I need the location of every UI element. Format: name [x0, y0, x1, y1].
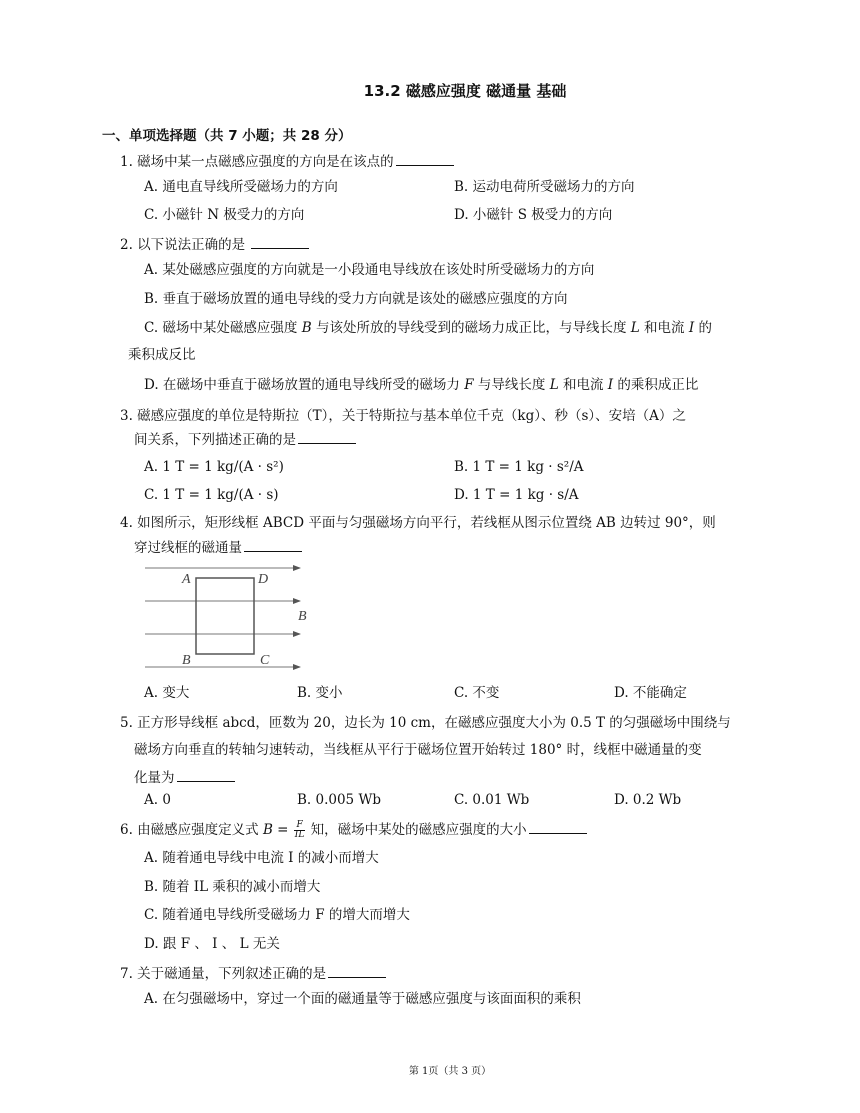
question-5-option-a: A. 0 — [144, 792, 171, 808]
option-text: C. 磁场中某处磁感应强度 — [144, 320, 302, 336]
answer-blank — [251, 236, 309, 249]
question-5-option-d: D. 0.2 Wb — [614, 792, 682, 808]
question-1-option-a: A. 通电直导线所受磁场力的方向 — [144, 179, 338, 195]
symbol-f: F — [464, 377, 474, 393]
symbol-b: B — [262, 822, 273, 838]
option-text: 的乘积成正比 — [613, 377, 699, 393]
label-d: D — [258, 572, 269, 587]
question-6-option-b: B. 随着 IL 乘积的减小而增大 — [144, 879, 321, 895]
question-6-text: 6. 由磁感应强度定义式 — [120, 822, 263, 838]
rectangular-loop — [196, 578, 254, 654]
section-heading: 一、单项选择题（共 7 小题；共 28 分） — [102, 128, 352, 144]
question-6-option-a: A. 随着通电导线中电流 I 的减小而增大 — [144, 850, 379, 866]
question-3-text: 间关系，下列描述正确的是 — [134, 432, 296, 448]
option-text: 与导线长度 — [473, 377, 550, 393]
label-b: B — [182, 653, 191, 668]
symbol-b: B — [301, 320, 312, 336]
question-7-option-a: A. 在匀强磁场中，穿过一个面的磁通量等于磁感应强度与该面面积的乘积 — [144, 991, 581, 1007]
question-2-option-c-continued: 乘积成反比 — [128, 347, 196, 363]
label-c: C — [260, 653, 270, 668]
answer-blank — [328, 965, 386, 978]
question-1-option-c: C. 小磁针 N 极受力的方向 — [144, 207, 305, 223]
question-4-stem-line-2 — [134, 539, 302, 557]
question-1-option-d: D. 小磁针 S 极受力的方向 — [454, 207, 613, 223]
question-5-option-b: B. 0.005 Wb — [297, 792, 381, 808]
page-title: 13.2 磁感应强度 磁通量 基础 — [363, 82, 567, 100]
symbol-l: L — [549, 377, 559, 393]
question-3-stem-line-2 — [134, 431, 356, 449]
question-3-option-a: A. 1 T = 1 kg/(A · s²) — [144, 459, 284, 475]
question-1-stem — [120, 153, 454, 171]
question-6-option-d: D. 跟 F 、 I 、 L 无关 — [144, 936, 280, 952]
answer-blank — [298, 431, 356, 444]
equals-sign: = — [272, 822, 293, 838]
option-text: 和电流 — [639, 320, 689, 336]
question-3-stem-line-1: 3. 磁感应强度的单位是特斯拉（T），关于特斯拉与基本单位千克（kg）、秒（s）、安培（A）之 — [120, 408, 686, 424]
answer-blank — [396, 153, 454, 166]
question-6-option-c: C. 随着通电导线所受磁场力 F 的增大而增大 — [144, 907, 410, 923]
question-6-stem — [120, 821, 587, 840]
question-1-text: 1. 磁场中某一点磁感应强度的方向是在该点的 — [120, 154, 394, 170]
question-3-option-d: D. 1 T = 1 kg · s/A — [454, 487, 579, 503]
answer-blank — [177, 769, 235, 782]
question-5-stem-line-1: 5. 正方形导线框 abcd，匝数为 20，边长为 10 cm，在磁感应强度大小为 0.5 T 的匀强磁场中围绕与 — [120, 715, 731, 731]
option-text: D. 在磁场中垂直于磁场放置的通电导线所受的磁场力 — [144, 377, 465, 393]
question-2-option-a: A. 某处磁感应强度的方向就是一小段通电导线放在该处时所受磁场力的方向 — [144, 262, 595, 278]
question-5-option-c: C. 0.01 Wb — [454, 792, 530, 808]
label-field-b: B — [298, 609, 307, 624]
question-2-stem — [120, 236, 309, 254]
question-2-option-b: B. 垂直于磁场放置的通电导线的受力方向就是该处的磁感应强度的方向 — [144, 291, 568, 307]
question-5-stem-line-3 — [134, 769, 235, 787]
symbol-i: I — [688, 320, 695, 336]
question-4-option-b: B. 变小 — [297, 685, 343, 701]
question-4-text: 穿过线框的磁通量 — [134, 540, 242, 556]
option-text: 的 — [694, 320, 712, 336]
rectangular-loop-in-magnetic-field-diagram — [140, 558, 320, 674]
symbol-l: L — [630, 320, 640, 336]
question-5-text: 化量为 — [134, 770, 175, 786]
option-text: 和电流 — [558, 377, 608, 393]
definition-fraction — [294, 821, 306, 840]
question-7-stem — [120, 965, 386, 983]
question-2-option-d — [144, 376, 698, 394]
question-5-stem-line-2: 磁场方向垂直的转轴匀速转动，当线框从平行于磁场位置开始转过 180° 时，线框中磁通量的变 — [134, 742, 702, 758]
fraction-numerator: F — [294, 821, 306, 831]
question-6-text: 知，磁场中某处的磁感应强度的大小 — [306, 822, 527, 838]
question-4-option-c: C. 不变 — [454, 685, 500, 701]
fraction-denominator: IL — [294, 830, 305, 840]
page-footer: 第 1页（共 3 页） — [408, 1066, 492, 1077]
answer-blank — [244, 539, 302, 552]
label-a: A — [182, 572, 191, 587]
symbol-i: I — [607, 377, 614, 393]
question-7-text: 7. 关于磁通量，下列叙述正确的是 — [120, 966, 327, 982]
option-text: 与该处所放的导线受到的磁场力成正比，与导线长度 — [311, 320, 631, 336]
question-1-option-b: B. 运动电荷所受磁场力的方向 — [454, 179, 635, 195]
question-3-option-c: C. 1 T = 1 kg/(A · s) — [144, 487, 279, 503]
question-2-option-c — [144, 319, 712, 337]
question-4-option-a: A. 变大 — [144, 685, 190, 701]
question-2-text: 2. 以下说法正确的是 — [120, 237, 246, 253]
question-4-stem-line-1: 4. 如图所示，矩形线框 ABCD 平面与匀强磁场方向平行，若线框从图示位置绕 AB 边转过 90°，则 — [120, 515, 716, 531]
question-4-option-d: D. 不能确定 — [614, 685, 687, 701]
question-3-option-b: B. 1 T = 1 kg · s²/A — [454, 459, 584, 475]
answer-blank — [529, 821, 587, 834]
